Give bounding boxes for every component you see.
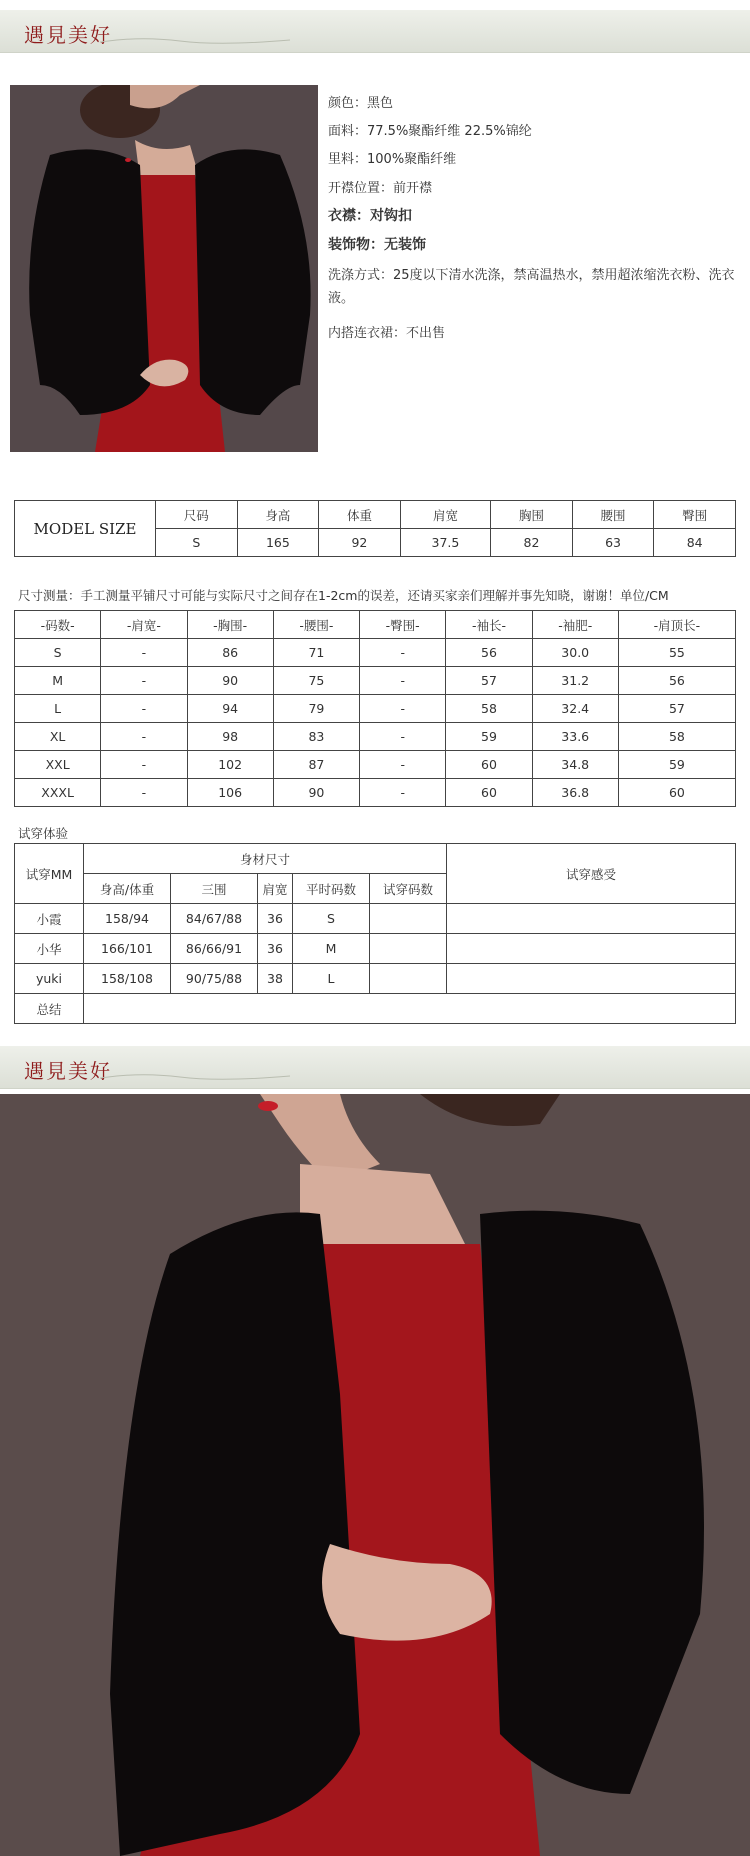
table-cell: - [101, 667, 187, 695]
size-chart-header-row [15, 611, 736, 639]
try-sub-header: 三围 [171, 874, 258, 904]
table-cell: - [360, 639, 446, 667]
model-value-cell: 92 [319, 529, 401, 557]
size-header-cell: -臀围- [360, 611, 446, 639]
header-banner-top [0, 10, 750, 53]
table-row [15, 994, 736, 1024]
table-cell: M [15, 667, 101, 695]
table-row [15, 667, 736, 695]
model-header-cell: 臀围 [654, 501, 736, 529]
table-row [15, 639, 736, 667]
table-cell: 36.8 [532, 779, 618, 807]
try-sub-header: 试穿码数 [370, 874, 447, 904]
table-cell [370, 934, 447, 964]
table-row [15, 964, 736, 994]
product-photo-large [0, 1094, 750, 1856]
table-cell: XXXL [15, 779, 101, 807]
table-cell: 60 [446, 779, 532, 807]
table-cell: yuki [15, 964, 84, 994]
table-cell [447, 904, 736, 934]
table-cell: 71 [273, 639, 359, 667]
table-cell: XL [15, 723, 101, 751]
try-sub-header: 身高/体重 [84, 874, 171, 904]
table-cell: 87 [273, 751, 359, 779]
size-header-cell: -袖长- [446, 611, 532, 639]
table-cell: 90/75/88 [171, 964, 258, 994]
try-sub-header: 肩宽 [258, 874, 293, 904]
table-cell: 57 [446, 667, 532, 695]
table-cell: 34.8 [532, 751, 618, 779]
table-cell: - [101, 639, 187, 667]
table-row [15, 751, 736, 779]
table-cell: 60 [446, 751, 532, 779]
model-header-cell: 腰围 [572, 501, 654, 529]
table-row [15, 934, 736, 964]
model-value-cell: 165 [237, 529, 319, 557]
table-cell: 32.4 [532, 695, 618, 723]
summary-label: 总结 [15, 994, 84, 1024]
table-row [15, 695, 736, 723]
model-header-cell: 体重 [319, 501, 401, 529]
model-size-table [14, 500, 736, 557]
table-cell: 36 [258, 904, 293, 934]
model-value-cell: S [156, 529, 238, 557]
info-decoration: 装饰物：无装饰 [328, 237, 426, 253]
try-on-table [14, 843, 736, 1024]
size-header-cell: -腰围- [273, 611, 359, 639]
table-cell: L [293, 964, 370, 994]
info-fabric: 面料：77.5%聚酯纤维 22.5%锦纶 [328, 124, 532, 139]
table-cell: - [101, 723, 187, 751]
table-cell: 小霞 [15, 904, 84, 934]
table-cell: 79 [273, 695, 359, 723]
table-cell: 84/67/88 [171, 904, 258, 934]
info-opening: 开襟位置：前开襟 [328, 181, 433, 196]
table-row [15, 723, 736, 751]
table-cell: 小华 [15, 934, 84, 964]
table-cell: - [360, 751, 446, 779]
table-cell: 59 [446, 723, 532, 751]
info-washing: 洗涤方式：25度以下清水洗涤，禁高温热水，禁用超浓缩洗衣粉、洗衣液。 [328, 268, 735, 306]
table-cell [370, 904, 447, 934]
size-header-cell: -袖肥- [532, 611, 618, 639]
model-jacket-illustration [10, 85, 318, 452]
table-cell: 86 [187, 639, 273, 667]
info-inner-dress: 内搭连衣裙：不出售 [328, 326, 446, 341]
table-cell: 56 [618, 667, 735, 695]
table-cell: 158/108 [84, 964, 171, 994]
summary-cell [84, 994, 736, 1024]
table-cell: - [101, 695, 187, 723]
table-cell: 30.0 [532, 639, 618, 667]
product-photo-small [10, 85, 318, 452]
table-cell: - [360, 667, 446, 695]
model-size-label: MODEL SIZE [15, 501, 156, 557]
model-jacket-closeup-illustration [0, 1094, 750, 1856]
banner-title: 遇見美好 [24, 1059, 112, 1083]
try-body-header: 身材尺寸 [84, 844, 447, 874]
swirl-ornament-icon [100, 36, 290, 46]
table-cell: 83 [273, 723, 359, 751]
table-cell: 58 [446, 695, 532, 723]
table-cell: 106 [187, 779, 273, 807]
size-header-cell: -肩顶长- [618, 611, 735, 639]
table-row [15, 904, 736, 934]
model-value-cell: 84 [654, 529, 736, 557]
table-cell: 36 [258, 934, 293, 964]
table-cell: 60 [618, 779, 735, 807]
size-chart-table [14, 610, 736, 807]
size-header-cell: -肩宽- [101, 611, 187, 639]
table-cell [447, 934, 736, 964]
table-row [15, 779, 736, 807]
table-cell: - [360, 723, 446, 751]
table-cell: - [101, 779, 187, 807]
info-placket: 衣襟：对钩扣 [328, 208, 412, 224]
table-cell: L [15, 695, 101, 723]
table-cell: 90 [273, 779, 359, 807]
try-model-header: 试穿MM [15, 844, 84, 904]
size-header-cell: -码数- [15, 611, 101, 639]
table-cell [447, 964, 736, 994]
table-cell: 158/94 [84, 904, 171, 934]
table-cell: - [360, 779, 446, 807]
table-cell: 90 [187, 667, 273, 695]
table-cell: M [293, 934, 370, 964]
table-cell: 57 [618, 695, 735, 723]
model-header-cell: 身高 [237, 501, 319, 529]
table-cell: XXL [15, 751, 101, 779]
table-cell: 102 [187, 751, 273, 779]
table-cell: 59 [618, 751, 735, 779]
size-header-cell: -胸围- [187, 611, 273, 639]
try-feel-header: 试穿感受 [447, 844, 736, 904]
table-cell: 55 [618, 639, 735, 667]
table-cell [370, 964, 447, 994]
table-cell: S [15, 639, 101, 667]
table-cell: 98 [187, 723, 273, 751]
model-header-cell: 肩宽 [400, 501, 490, 529]
table-cell: 31.2 [532, 667, 618, 695]
info-lining: 里料：100%聚酯纤维 [328, 152, 457, 167]
table-cell: 94 [187, 695, 273, 723]
header-banner-bottom [0, 1046, 750, 1089]
model-value-cell: 37.5 [400, 529, 490, 557]
table-cell: 166/101 [84, 934, 171, 964]
table-cell: 86/66/91 [171, 934, 258, 964]
swirl-ornament-icon [100, 1072, 290, 1082]
table-cell: 38 [258, 964, 293, 994]
try-on-title: 试穿体验 [18, 826, 69, 841]
try-sub-header: 平时码数 [293, 874, 370, 904]
info-color: 颜色：黑色 [328, 96, 394, 111]
measurement-note: 尺寸测量：手工测量平铺尺寸可能与实际尺寸之间存在1-2cm的误差，还请买家亲们理解并事先知晓，谢谢！单位/CM [18, 588, 669, 603]
table-cell: - [360, 695, 446, 723]
model-value-cell: 82 [491, 529, 573, 557]
table-cell: 33.6 [532, 723, 618, 751]
banner-title: 遇見美好 [24, 23, 112, 47]
table-cell: 58 [618, 723, 735, 751]
table-cell: - [101, 751, 187, 779]
model-header-cell: 尺码 [156, 501, 238, 529]
model-header-cell: 胸围 [491, 501, 573, 529]
model-value-cell: 63 [572, 529, 654, 557]
table-cell: 56 [446, 639, 532, 667]
table-cell: S [293, 904, 370, 934]
table-cell: 75 [273, 667, 359, 695]
